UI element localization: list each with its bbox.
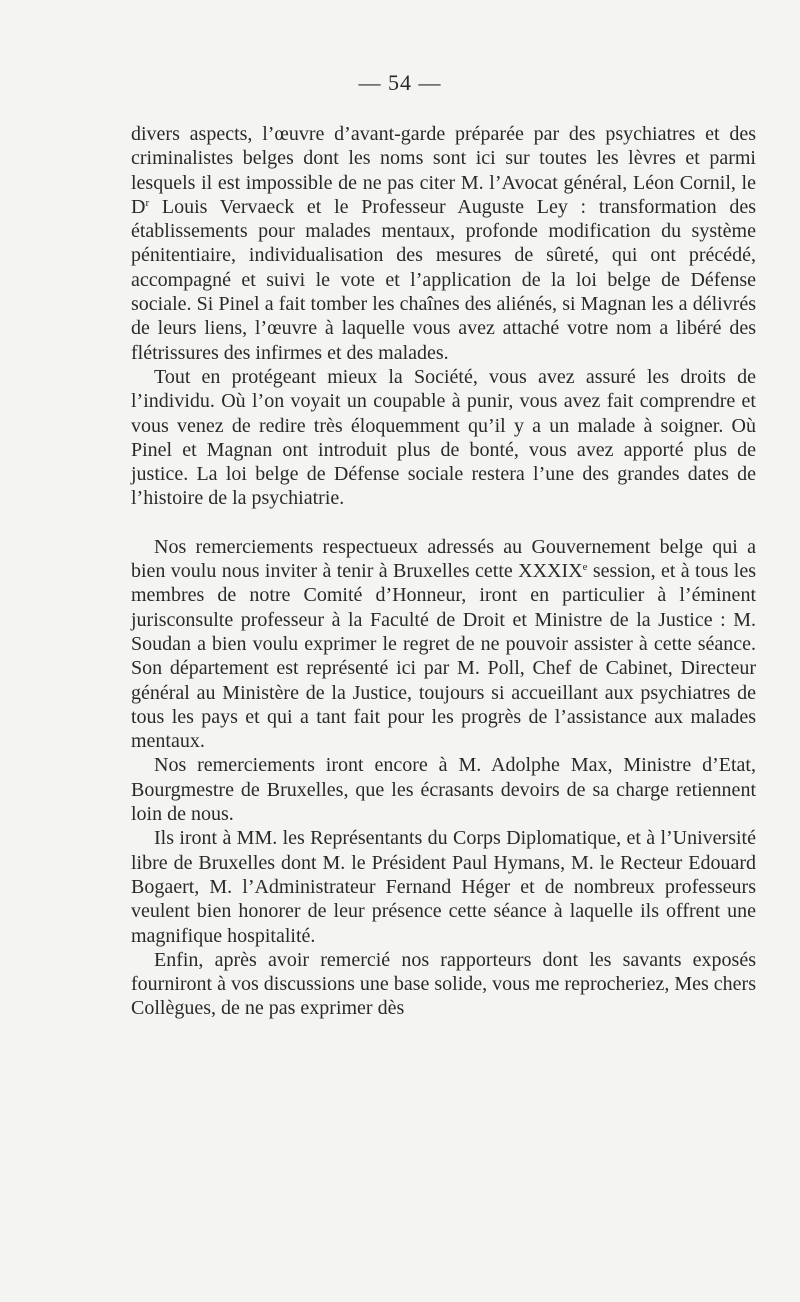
page-number: — 54 — — [358, 70, 442, 95]
paragraph-5 — [131, 826, 756, 947]
paragraph-2-text: Tout en protégeant mieux la Société, vous avez assuré les droits de l’individu. Où l’on voyait un coupable à punir, vous avez fait comprendre et vous venez de redire très éloquemment qu’il y a un malade à soigner. Où Pinel et Magnan ont introduit plus de bonté, vous avez apporté plus de justice. La loi belge de Défense sociale restera l’une des grandes dates de l’histoire de la psychiatrie. — [131, 365, 756, 510]
paragraph-6 — [131, 948, 756, 1021]
paragraph-6-text: Enfin, après avoir remercié nos rapporteurs dont les savants exposés fourniront à vos discussions une base solide, vous me reprocheriez, Mes chers Collègues, de ne pas exprimer dès — [131, 948, 756, 1020]
paragraph-1-text-after: Louis Vervaeck et le Professeur Auguste Ley : transformation des établissements pour malades mentaux, profonde modification du système pénitentiaire, individualisation des mesures de sûreté, qui ont précédé, accompagné et suivi le vote et l’application de la loi belge de Défense sociale. Si Pinel a fait tomber les chaînes des aliénés, si Magnan les a délivrés de leurs liens, l’œuvre à laquelle vous avez attaché votre nom a libéré des flétrissures des infirmes et des malades. — [131, 195, 756, 364]
paragraph-2 — [131, 365, 756, 511]
paragraph-3-text: Nos remerciements respectueux adressés au Gouvernement belge qui a bien voulu nous inviter à tenir à Bruxelles cette XXXIX — [131, 535, 756, 583]
paragraph-1-text: divers aspects, l’œuvre d’avant-garde préparée par des psychiatres et des criminalistes belges dont les noms sont ici sur toutes les lèvres et parmi lesquels il est impossible de ne pas citer M. l’Avocat général, Léon Cornil, le D — [131, 123, 756, 218]
superscript-r: r — [145, 196, 150, 209]
paragraph-4 — [131, 753, 756, 826]
paragraph-3 — [131, 535, 756, 754]
body-text — [131, 122, 756, 1021]
paragraph-1 — [131, 122, 756, 365]
superscript-e: e — [582, 561, 588, 574]
paragraph-5-text: Ils iront à MM. les Représentants du Corps Diplomatique, et à l’Université libre de Bruxelles dont M. le Président Paul Hymans, M. le Recteur Edouard Bogaert, M. l’Administrateur Fernand Héger et de nombreux professeurs veulent bien honorer de leur présence cette séance à laquelle ils offrent une magnifique hospitalité. — [131, 827, 756, 947]
paragraph-3-text-after: session, et à tous les membres de notre Comité d’Honneur, iront en particulier à l’éminent jurisconsulte professeur à la Faculté de Droit et Ministre de la Justice : M. Soudan a bien voulu exprimer le regret de ne pouvoir assister à cette séance. Son département est représenté ici par M. Poll, Chef de Cabinet, Directeur général au Ministère de la Justice, toujours si accueillant aux psychiatres de tous les pays et qui a tant fait pour les progrès de l’assistance aux malades mentaux. — [131, 560, 756, 753]
paragraph-4-text: Nos remerciements iront encore à M. Adolphe Max, Ministre d’Etat, Bourgmestre de Bruxelles, que les écrasants devoirs de sa charge retiennent loin de nous. — [131, 754, 756, 826]
